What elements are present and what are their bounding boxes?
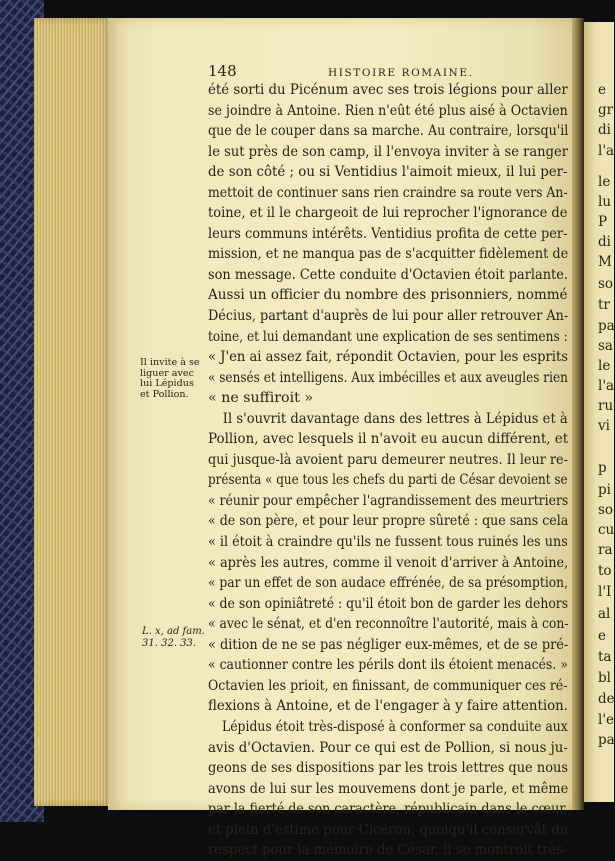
text-line: été sorti du Picénum avec ses trois légions pour aller <box>208 82 568 98</box>
text-line: se joindre à Antoine. Rien n'eût été plus aisé à Octavien <box>208 102 568 119</box>
facing-page-fragment: l'e <box>598 712 615 728</box>
text-line: « avec le sénat, et d'en reconnoître l'autorité, mais à con- <box>208 616 569 633</box>
facing-page-fragment: ra <box>598 542 613 558</box>
text-line: « de son père, et pour leur propre sûreté : que sans cela <box>208 513 569 530</box>
text-line: Pollion, avec lesquels il n'avoit eu aucun différent, et <box>208 431 569 448</box>
facing-page-fragment: gr <box>598 102 614 118</box>
facing-page-fragment: p <box>598 460 607 476</box>
facing-page-fragment: l'I <box>598 584 612 600</box>
facing-page-fragment: le <box>598 358 611 374</box>
facing-page-fragment: P <box>598 214 608 230</box>
text-line: « de son opiniâtreté : qu'il étoit bon de garder les dehors <box>208 595 569 612</box>
text-line: avis d'Octavien. Pour ce qui est de Pollion, si nous ju- <box>208 739 568 756</box>
text-line: et plein d'estime pour Cicéron, quoiqu'il conservât du <box>208 821 569 838</box>
text-line: geons de ses dispositions par les trois lettres que nous <box>208 760 569 777</box>
facing-page-fragment: e <box>598 628 606 644</box>
text-line: de son côté ; ou si Ventidius l'aimoit mieux, il lui per- <box>208 164 568 181</box>
facing-page-fragment: pa <box>598 732 615 748</box>
text-line: présenta « que tous les chefs du parti de César devoient se <box>208 472 568 489</box>
text-line: mettoit de continuer sans rien craindre sa route vers An- <box>208 184 568 201</box>
margin-ref-line: L. x, ad fam. <box>142 626 205 637</box>
text-line: par la fierté de son caractère, républicain dans le cœur, <box>208 801 569 818</box>
facing-page-fragment: di <box>598 122 611 138</box>
text-line: mission, et ne manqua pas de s'acquitter fidèlement de <box>208 246 569 263</box>
margin-note-line: Il invite à se <box>140 357 200 368</box>
margin-note-line: liguer avec <box>140 367 194 379</box>
facing-page-fragment: tr <box>598 297 610 313</box>
text-line: avons de lui sur les mouvemens dont je parle, et même <box>208 780 569 797</box>
facing-page-fragment: bl <box>598 670 611 686</box>
book-gutter <box>572 18 584 810</box>
text-line: « sensés et intelligens. Aux imbécilles et aux aveugles rien <box>208 369 568 386</box>
text-line: « ne suffiroit » <box>208 390 314 407</box>
facing-page-fragment: l'a <box>598 143 615 159</box>
facing-page-fragment: vi <box>598 418 610 434</box>
facing-page-fragment: to <box>598 563 612 579</box>
text-line: Octavien les prioit, en finissant, de communiquer ces ré- <box>208 677 568 694</box>
text-line: toine, et il le chargeoit de lui reprocher l'ignorance de <box>208 205 568 222</box>
margin-note-reference <box>142 626 206 650</box>
facing-page-fragment: al <box>598 606 611 622</box>
text-line: flexions à Antoine, et de l'engager à y faire attention. <box>208 698 568 715</box>
facing-page-fragment: e <box>598 82 606 98</box>
text-line: « il étoit à craindre qu'ils ne fussent tous ruinés les uns <box>208 534 568 551</box>
facing-page-fragment: pi <box>598 482 611 498</box>
facing-page-fragment: ru <box>598 398 614 414</box>
page-edges <box>34 18 114 806</box>
page-number: 148 <box>208 62 237 80</box>
facing-page-fragment: so <box>598 276 614 292</box>
facing-page-fragment: M <box>598 254 612 270</box>
text-line: Décius, partant d'auprès de lui pour aller retrouver An- <box>208 308 569 325</box>
facing-page-fragment: di <box>598 234 611 250</box>
text-line: toine, et lui demandant une explication de ses sentimens : <box>208 328 568 345</box>
text-line: « réunir pour empêcher l'agrandissement des meurtriers <box>208 492 569 509</box>
text-line: respect pour la mémoire de César, il se montroit très- <box>208 842 568 859</box>
facing-page-fragment: sa <box>598 338 613 354</box>
margin-note-summary <box>140 358 206 400</box>
facing-page-fragment: ta <box>598 649 612 665</box>
text-line: Lépidus étoit très-disposé à conformer sa conduite aux <box>221 718 568 735</box>
facing-page-fragment: cu <box>598 522 615 538</box>
facing-page-fragment: l'a <box>598 378 615 394</box>
facing-page-fragment: lu <box>598 194 612 210</box>
facing-page-fragment: de <box>598 691 615 707</box>
text-line: leurs communs intérêts. Ventidius profita de cette per- <box>208 225 568 242</box>
facing-page-fragment: so <box>598 502 614 518</box>
facing-page-fragment: le <box>598 174 611 190</box>
text-line: « par un effet de son audace effrénée, de sa présomption, <box>208 575 569 592</box>
body-text <box>208 80 568 861</box>
text-line: « J'en ai assez fait, répondit Octavien, pour les esprits <box>208 349 568 366</box>
text-line: que de le couper dans sa marche. Au contraire, lorsqu'il <box>208 123 569 140</box>
text-line: son message. Cette conduite d'Octavien étoit parlante. <box>208 266 568 283</box>
text-line: Il s'ouvrit davantage dans des lettres à Lépidus et à <box>222 410 568 427</box>
margin-note-line: lui Lépidus <box>140 378 194 389</box>
text-line: « cautionner contre les périls dont ils étoient menacés. » <box>208 657 568 674</box>
text-line: le sut près de son camp, il l'envoya inviter à se ranger <box>208 143 569 160</box>
text-line: qui jusque-là avoient paru demeurer neutres. Il leur re- <box>208 451 568 468</box>
running-title: HISTOIRE ROMAINE. <box>328 67 474 79</box>
facing-page <box>584 22 614 802</box>
margin-ref-line: 31. 32. 33. <box>142 638 197 649</box>
text-line: « dition de ne se pas négliger eux-mêmes, et de se pré- <box>208 636 569 653</box>
text-line: Aussi un officier du nombre des prisonniers, nommé <box>208 287 568 304</box>
text-line: « après les autres, comme il venoit d'arriver à Antoine, <box>208 554 569 571</box>
margin-note-line: et Pollion. <box>140 388 189 400</box>
facing-page-fragment: pa <box>598 318 615 334</box>
